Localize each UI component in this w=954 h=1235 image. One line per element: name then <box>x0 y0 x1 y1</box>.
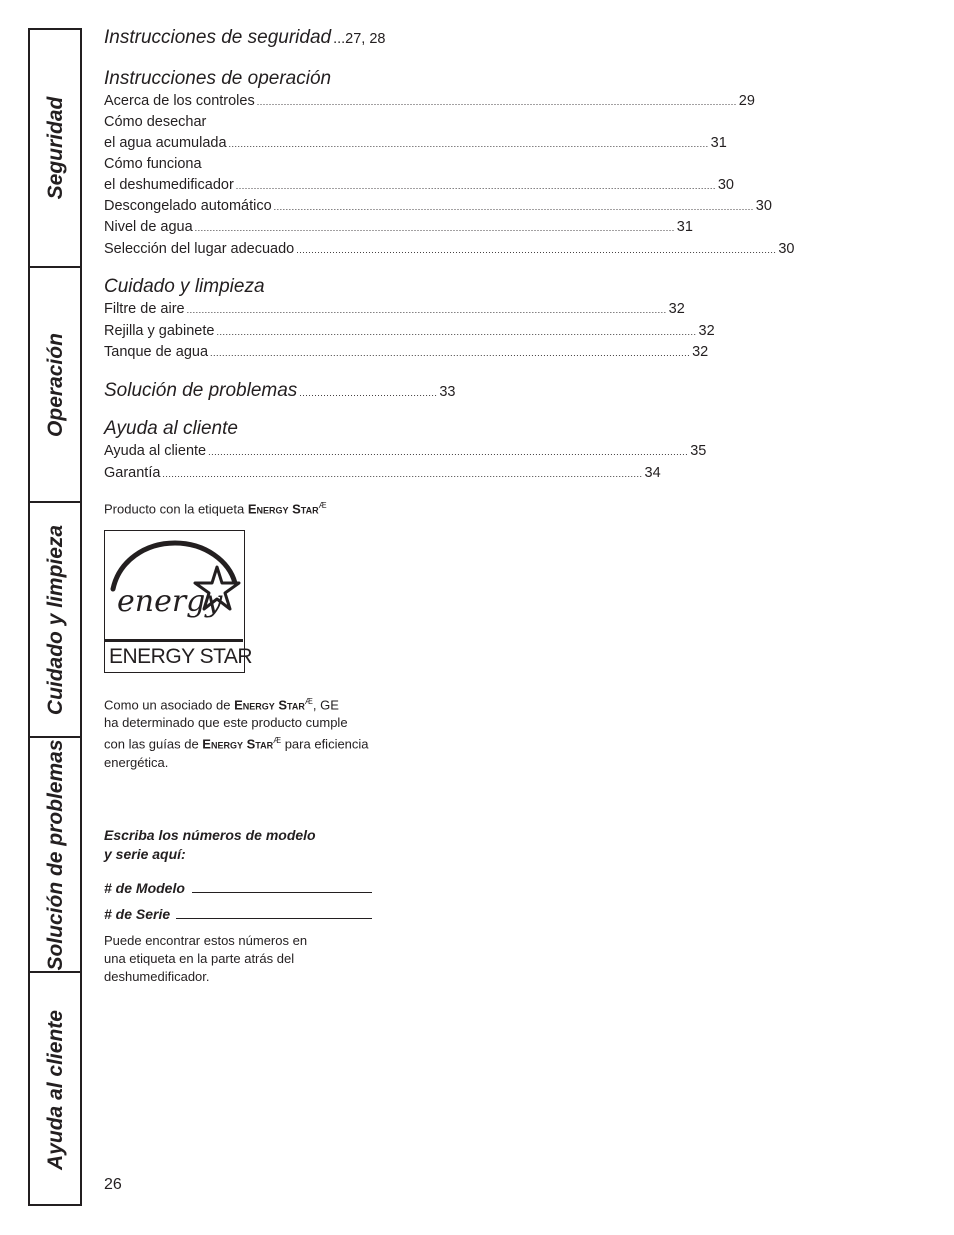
toc-troubleshooting[interactable]: Solución de problemas .............................................. 33 <box>104 380 456 402</box>
energy-script-text: energy <box>117 584 223 619</box>
partner-text-5: para eficiencia <box>281 736 369 752</box>
toc-item-line1: Cómo funciona <box>104 156 202 173</box>
toc-troubleshooting-page: 33 <box>439 384 456 401</box>
tab-solucion[interactable] <box>30 736 82 971</box>
toc-item[interactable] <box>104 441 707 462</box>
toc-customer <box>104 417 707 484</box>
toc-item-page: 32 <box>692 344 709 361</box>
toc-safety-title: Instrucciones de seguridad <box>104 27 332 48</box>
record-note-line-2: una etiqueta en la parte atrás del <box>104 951 295 966</box>
toc-item-page: 34 <box>644 464 661 481</box>
toc-item[interactable] <box>104 196 772 217</box>
energy-mark: Æ <box>304 697 313 706</box>
tab-seguridad[interactable] <box>30 30 82 266</box>
toc-item-page: 31 <box>676 219 693 236</box>
toc-item-page: 29 <box>738 93 755 109</box>
toc-item-label: Descongelado automático <box>104 198 272 215</box>
energy-star-caption <box>104 497 327 518</box>
toc-item-label: Tanque de agua <box>104 344 209 361</box>
toc-item[interactable] <box>104 299 685 320</box>
toc-item-label: el deshumedificador <box>104 176 234 193</box>
toc-item[interactable] <box>104 175 734 196</box>
model-number-blank[interactable] <box>192 880 372 893</box>
toc-item[interactable] <box>104 239 795 260</box>
toc-item[interactable] <box>104 91 755 112</box>
energy-brand: Energy Star <box>247 501 319 517</box>
toc-item[interactable] <box>104 321 715 342</box>
energy-brand: Energy Star <box>234 697 305 713</box>
serial-number-label: # de Serie <box>104 906 171 922</box>
toc-operation <box>104 67 795 260</box>
toc-safety[interactable] <box>104 26 404 50</box>
toc-item-page: 35 <box>690 443 707 460</box>
partner-text-2: , GE <box>312 697 339 713</box>
logo-divider <box>105 639 243 642</box>
toc-item-line1: Cómo desechar <box>104 114 207 131</box>
toc-item-page: 32 <box>698 322 715 339</box>
model-number-label: # de Modelo <box>104 880 185 896</box>
energy-partner-paragraph <box>104 693 404 772</box>
serial-number-field[interactable] <box>104 906 404 922</box>
tab-ayuda[interactable] <box>30 971 82 1206</box>
toc-care <box>104 275 715 363</box>
table-of-contents <box>104 26 795 484</box>
toc-operation-title: Instrucciones de operación <box>104 68 332 89</box>
toc-item[interactable] <box>104 133 727 154</box>
toc-item[interactable] <box>104 463 661 484</box>
serial-number-blank[interactable] <box>176 906 372 919</box>
page-number: 26 <box>104 1176 122 1193</box>
tab-cuidado[interactable] <box>30 501 82 736</box>
energy-caption-prefix: Producto con la etiqueta <box>104 501 248 517</box>
section-tabs <box>28 28 82 1206</box>
record-numbers-section <box>104 826 404 986</box>
tab-ayuda-label: Ayuda al cliente <box>44 1009 67 1170</box>
partner-text-3: ha determinado que este producto cumple <box>104 715 348 731</box>
partner-text-6: energética. <box>104 754 169 770</box>
toc-item-label: Ayuda al cliente <box>104 443 207 460</box>
toc-item[interactable] <box>104 217 693 238</box>
energy-mark: Æ <box>273 736 282 746</box>
toc-item-label: Selección del lugar adecuado <box>104 240 295 257</box>
record-heading-2: y serie aquí: <box>104 846 186 862</box>
energy-star-emblem-icon <box>105 531 243 639</box>
toc-item-page: 30 <box>717 176 734 193</box>
tab-solucion-label: Solución de problemas <box>44 738 67 971</box>
energy-star-logo <box>104 530 253 673</box>
model-number-field[interactable] <box>104 880 404 896</box>
toc-item-label: Nivel de agua <box>104 219 193 236</box>
energy-mark: Æ <box>318 501 327 510</box>
toc-item[interactable] <box>104 342 709 363</box>
toc-item-page: 30 <box>755 198 772 215</box>
energy-star-logo-text: ENERGY STAR <box>109 645 253 668</box>
toc-safety-pages: ...27, 28 <box>333 31 386 47</box>
record-note-line-3: deshumedificador. <box>104 969 210 984</box>
toc-item-label: Filtre de aire <box>104 301 185 318</box>
toc-troubleshooting-title: Solución de problemas <box>104 380 298 402</box>
toc-care-title: Cuidado y limpieza <box>104 276 265 298</box>
toc-item-label: Garantía <box>104 464 161 481</box>
record-heading-1: Escriba los números de modelo <box>104 827 316 843</box>
toc-item-page: 31 <box>710 134 727 151</box>
tab-operacion[interactable] <box>30 266 82 501</box>
tab-seguridad-label: Seguridad <box>44 96 67 200</box>
tab-cuidado-label: Cuidado y limpieza <box>44 524 67 715</box>
toc-item-label: el agua acumulada <box>104 134 227 151</box>
toc-item-label: Acerca de los controles <box>104 93 255 109</box>
record-note-line-1: Puede encontrar estos números en <box>104 933 308 948</box>
toc-customer-title: Ayuda al cliente <box>104 418 238 440</box>
toc-item-label: Rejilla y gabinete <box>104 322 215 339</box>
record-note <box>104 932 404 986</box>
partner-text-1: Como un asociado de <box>104 697 235 713</box>
toc-item-page: 30 <box>778 240 795 257</box>
toc-item-page: 32 <box>668 301 685 318</box>
partner-text-4: con las guías de <box>104 736 203 752</box>
tab-operacion-label: Operación <box>44 332 67 437</box>
energy-brand: Energy Star <box>202 736 274 752</box>
